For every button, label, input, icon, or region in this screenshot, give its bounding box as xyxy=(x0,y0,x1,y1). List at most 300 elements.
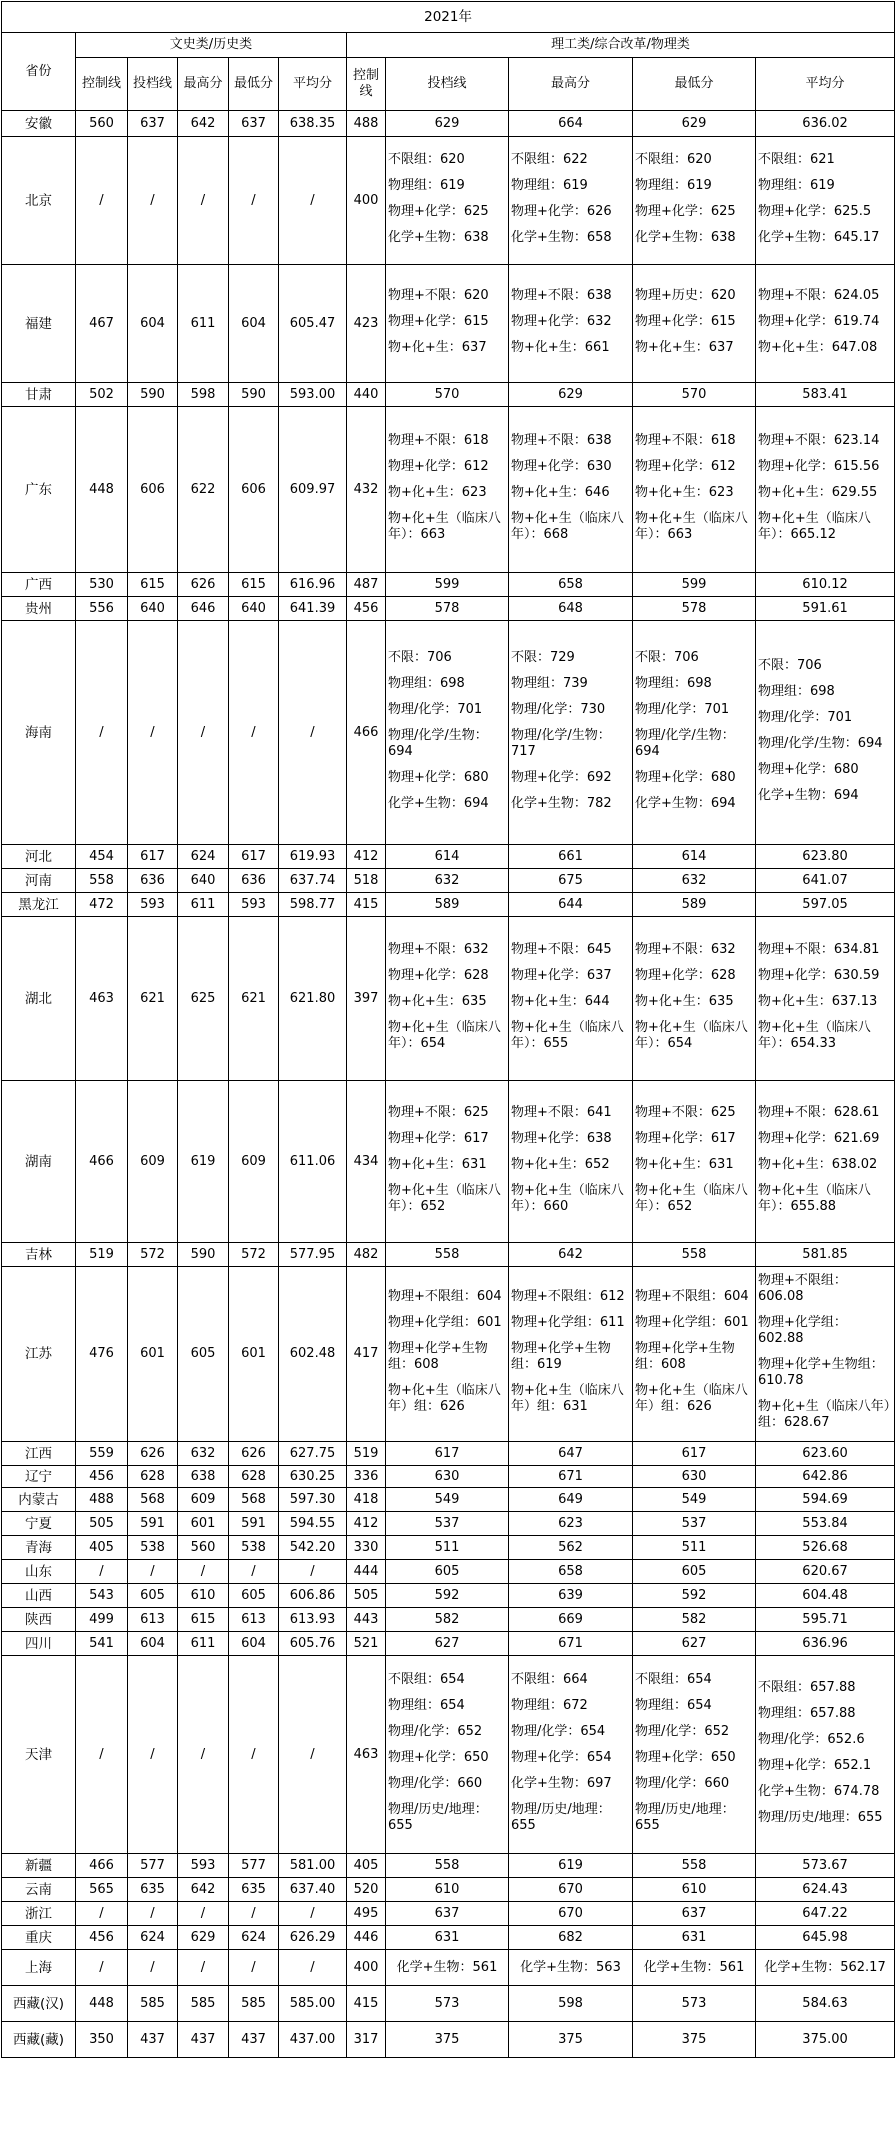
score-entry: 物理/化学/生物：717 xyxy=(511,727,611,759)
li-min-cell: 614 xyxy=(633,845,756,869)
wen-max-cell: 629 xyxy=(178,1926,229,1950)
li-avg-cell: 647.22 xyxy=(756,1902,895,1926)
wen-filing-line-cell: 591 xyxy=(128,1512,178,1536)
wen-control-line-cell: 519 xyxy=(76,1243,128,1267)
table-row xyxy=(2,1536,895,1560)
province-cell: 天津 xyxy=(2,1656,76,1854)
score-entry: 物理+化学：650 xyxy=(635,1749,736,1765)
wen-filing-line-cell: 635 xyxy=(128,1878,178,1902)
li-max-cell: 658 xyxy=(509,1560,633,1584)
li-filing-line-header: 投档线 xyxy=(386,58,509,111)
li-min-cell xyxy=(633,1081,756,1243)
score-entry: 物理+不限组：606.08 xyxy=(758,1273,847,1304)
li-filing-line-cell: 592 xyxy=(386,1584,509,1608)
li-filing-line-cell xyxy=(386,137,509,265)
wen-min-cell: 538 xyxy=(229,1536,279,1560)
table-row xyxy=(2,1632,895,1656)
li-filing-line-cell xyxy=(386,407,509,573)
score-entry: 不限组：620 xyxy=(635,151,712,167)
table-row xyxy=(2,1081,895,1243)
wen-avg-cell: 613.93 xyxy=(279,1608,347,1632)
score-entry: 物理+化学：628 xyxy=(388,967,489,983)
wen-min-cell: 605 xyxy=(229,1584,279,1608)
score-entry: 化学+生物：697 xyxy=(511,1775,612,1791)
score-entry: 物理+化学：615 xyxy=(635,313,736,329)
li-max-cell: 682 xyxy=(509,1926,633,1950)
li-filing-line-cell: 614 xyxy=(386,845,509,869)
wen-filing-line-cell: 626 xyxy=(128,1442,178,1466)
wen-max-cell: 642 xyxy=(178,1878,229,1902)
table-row xyxy=(2,621,895,845)
li-avg-cell: 642.86 xyxy=(756,1466,895,1488)
li-max-cell: 375 xyxy=(509,2022,633,2058)
score-entry: 物理+化学：617 xyxy=(388,1130,489,1146)
province-cell: 西藏(汉) xyxy=(2,1986,76,2022)
table-row xyxy=(2,573,895,597)
li-min-cell xyxy=(633,621,756,845)
li-control-line-cell: 487 xyxy=(347,573,386,597)
score-entry: 化学+生物：638 xyxy=(388,229,489,245)
wen-min-cell: 621 xyxy=(229,917,279,1081)
wen-filing-line-cell: 624 xyxy=(128,1926,178,1950)
score-entry: 不限：729 xyxy=(511,649,575,665)
li-filing-line-cell: 605 xyxy=(386,1560,509,1584)
li-min-cell: 570 xyxy=(633,383,756,407)
score-entry: 物理组：619 xyxy=(388,177,465,193)
score-entry: 物理/历史/地理：655 xyxy=(388,1801,488,1833)
wen-min-cell: 640 xyxy=(229,597,279,621)
score-entry: 物理+化学组：611 xyxy=(511,1315,625,1330)
score-entry: 物理+化学：621.69 xyxy=(758,1130,880,1146)
li-control-line-cell: 415 xyxy=(347,893,386,917)
li-max-cell: 649 xyxy=(509,1488,633,1512)
li-avg-cell: 604.48 xyxy=(756,1584,895,1608)
li-avg-cell xyxy=(756,407,895,573)
wen-max-cell: / xyxy=(178,1656,229,1854)
table-row xyxy=(2,407,895,573)
wen-min-cell: / xyxy=(229,1656,279,1854)
li-avg-cell xyxy=(756,621,895,845)
wen-max-cell: 640 xyxy=(178,869,229,893)
wen-max-cell: 601 xyxy=(178,1512,229,1536)
province-cell: 云南 xyxy=(2,1878,76,1902)
score-entry: 物+化+生（临床八年）：655 xyxy=(511,1019,624,1051)
wen-min-cell: 591 xyxy=(229,1512,279,1536)
wen-avg-cell: 609.97 xyxy=(279,407,347,573)
wen-avg-cell: 638.35 xyxy=(279,111,347,137)
score-entry: 物+化+生：623 xyxy=(635,484,734,500)
province-cell: 江苏 xyxy=(2,1267,76,1442)
score-entry: 物理+化学：637 xyxy=(511,967,612,983)
score-entry: 物理组：619 xyxy=(511,177,588,193)
wen-control-line-cell: 559 xyxy=(76,1442,128,1466)
wen-min-cell: 572 xyxy=(229,1243,279,1267)
score-entry: 物理/化学：654 xyxy=(511,1723,606,1739)
score-entry: 物理/化学：730 xyxy=(511,701,606,717)
wen-control-line-cell: / xyxy=(76,1560,128,1584)
li-avg-cell: 591.61 xyxy=(756,597,895,621)
wen-control-line-cell: 476 xyxy=(76,1267,128,1442)
li-control-line-cell: 400 xyxy=(347,1950,386,1986)
wen-avg-cell: 611.06 xyxy=(279,1081,347,1243)
province-cell: 吉林 xyxy=(2,1243,76,1267)
province-cell: 新疆 xyxy=(2,1854,76,1878)
li-filing-line-cell: 617 xyxy=(386,1442,509,1466)
wen-filing-line-cell: 585 xyxy=(128,1986,178,2022)
wen-max-cell: 610 xyxy=(178,1584,229,1608)
score-entry: 物+化+生：661 xyxy=(511,339,610,355)
li-avg-cell: 641.07 xyxy=(756,869,895,893)
table-row xyxy=(2,1926,895,1950)
li-control-line-cell: 417 xyxy=(347,1267,386,1442)
wen-control-line-cell: 448 xyxy=(76,407,128,573)
wen-max-cell: 646 xyxy=(178,597,229,621)
score-entry: 不限：706 xyxy=(388,649,452,665)
score-entry: 物理+化学：619.74 xyxy=(758,313,880,329)
wen-avg-cell: 621.80 xyxy=(279,917,347,1081)
wen-filing-line-cell: 577 xyxy=(128,1854,178,1878)
li-min-cell: 582 xyxy=(633,1608,756,1632)
li-filing-line-cell: 589 xyxy=(386,893,509,917)
li-max-cell xyxy=(509,1656,633,1854)
li-control-line-cell: 423 xyxy=(347,265,386,383)
wen-control-line-cell: 543 xyxy=(76,1584,128,1608)
score-entry: 物理+不限：618 xyxy=(635,432,736,448)
score-entry: 物理+化学：632 xyxy=(511,313,612,329)
li-min-cell: 632 xyxy=(633,869,756,893)
li-max-cell: 598 xyxy=(509,1986,633,2022)
score-entry: 物+化+生：637 xyxy=(635,339,734,355)
province-cell: 贵州 xyxy=(2,597,76,621)
wen-max-cell: 632 xyxy=(178,1442,229,1466)
score-entry: 物理+历史：620 xyxy=(635,287,736,303)
score-entry: 物理/化学：701 xyxy=(635,701,730,717)
li-max-cell xyxy=(509,621,633,845)
score-entry: 不限：706 xyxy=(635,649,699,665)
wen-filing-line-cell: / xyxy=(128,1950,178,1986)
table-row xyxy=(2,893,895,917)
li-filing-line-cell: 573 xyxy=(386,1986,509,2022)
li-filing-line-cell: 570 xyxy=(386,383,509,407)
li-avg-cell xyxy=(756,1656,895,1854)
wen-min-cell: 577 xyxy=(229,1854,279,1878)
li-control-line-cell: 330 xyxy=(347,1536,386,1560)
wen-max-cell: / xyxy=(178,621,229,845)
wen-control-line-cell: 405 xyxy=(76,1536,128,1560)
li-control-line-cell: 412 xyxy=(347,1512,386,1536)
li-control-line-cell: 434 xyxy=(347,1081,386,1243)
li-max-cell: 562 xyxy=(509,1536,633,1560)
li-max-cell: 648 xyxy=(509,597,633,621)
li-control-line-cell: 521 xyxy=(347,1632,386,1656)
score-entry: 物理+化学+生物组：608 xyxy=(635,1341,735,1372)
score-entry: 物+化+生：623 xyxy=(388,484,487,500)
score-entry: 化学+生物：694 xyxy=(758,787,859,803)
wen-control-line-cell: 448 xyxy=(76,1986,128,2022)
li-avg-header: 平均分 xyxy=(756,58,895,111)
li-max-cell: 619 xyxy=(509,1854,633,1878)
table-row xyxy=(2,1512,895,1536)
wen-control-line-cell: / xyxy=(76,1902,128,1926)
wen-filing-line-cell: 628 xyxy=(128,1466,178,1488)
wen-avg-cell: 630.25 xyxy=(279,1466,347,1488)
li-avg-cell xyxy=(756,137,895,265)
li-max-cell xyxy=(509,1267,633,1442)
li-control-line-cell: 519 xyxy=(347,1442,386,1466)
province-cell: 四川 xyxy=(2,1632,76,1656)
wen-control-line-cell: 456 xyxy=(76,1466,128,1488)
wen-filing-line-cell: / xyxy=(128,1656,178,1854)
province-cell: 青海 xyxy=(2,1536,76,1560)
wen-control-line-cell: 565 xyxy=(76,1878,128,1902)
table-row xyxy=(2,265,895,383)
li-max-cell: 658 xyxy=(509,573,633,597)
table-row xyxy=(2,917,895,1081)
li-min-cell xyxy=(633,1656,756,1854)
score-entry: 物+化+生：631 xyxy=(388,1156,487,1172)
wen-max-header: 最高分 xyxy=(178,58,229,111)
wen-control-line-cell: 472 xyxy=(76,893,128,917)
wen-filing-line-cell: / xyxy=(128,1560,178,1584)
li-max-cell: 664 xyxy=(509,111,633,137)
wen-avg-cell: 594.55 xyxy=(279,1512,347,1536)
score-entry: 化学+生物：694 xyxy=(388,795,489,811)
li-filing-line-cell xyxy=(386,265,509,383)
li-avg-cell: 573.67 xyxy=(756,1854,895,1878)
score-entry: 物+化+生（临床八年）：654 xyxy=(635,1019,748,1051)
score-entry: 不限组：664 xyxy=(511,1671,588,1687)
score-entry: 物理+不限：638 xyxy=(511,432,612,448)
score-entry: 物理/历史/地理：655 xyxy=(758,1809,883,1825)
wen-min-cell: 437 xyxy=(229,2022,279,2058)
wen-avg-cell: 606.86 xyxy=(279,1584,347,1608)
score-entry: 物+化+生（临床八年）：654 xyxy=(388,1019,501,1051)
wen-max-cell: 590 xyxy=(178,1243,229,1267)
province-cell: 内蒙古 xyxy=(2,1488,76,1512)
table-title: 2021年 xyxy=(2,2,895,33)
li-filing-line-cell xyxy=(386,1081,509,1243)
score-entry: 物+化+生：631 xyxy=(635,1156,734,1172)
li-max-cell: 669 xyxy=(509,1608,633,1632)
wen-control-line-cell: 502 xyxy=(76,383,128,407)
li-max-cell: 644 xyxy=(509,893,633,917)
li-min-cell: 589 xyxy=(633,893,756,917)
li-control-line-header: 控制线 xyxy=(347,58,386,111)
li-min-cell: 631 xyxy=(633,1926,756,1950)
score-entry: 物理组：739 xyxy=(511,675,588,691)
li-avg-cell: 594.69 xyxy=(756,1488,895,1512)
wen-max-cell: 593 xyxy=(178,1854,229,1878)
wen-filing-line-cell: 538 xyxy=(128,1536,178,1560)
li-avg-cell: 623.60 xyxy=(756,1442,895,1466)
table-row xyxy=(2,2022,895,2058)
score-entry: 物理+不限：634.81 xyxy=(758,941,880,957)
table-body xyxy=(2,111,895,2058)
score-entry: 不限组：621 xyxy=(758,151,835,167)
li-min-cell: 605 xyxy=(633,1560,756,1584)
wen-avg-cell: 605.76 xyxy=(279,1632,347,1656)
wen-avg-cell: 637.74 xyxy=(279,869,347,893)
wen-min-cell: 613 xyxy=(229,1608,279,1632)
li-control-line-cell: 443 xyxy=(347,1608,386,1632)
score-entry: 不限组：622 xyxy=(511,151,588,167)
table-row xyxy=(2,1902,895,1926)
li-avg-cell xyxy=(756,265,895,383)
wen-control-line-header: 控制线 xyxy=(76,58,128,111)
score-entry: 物理+化学：626 xyxy=(511,203,612,219)
li-control-line-cell: 518 xyxy=(347,869,386,893)
li-max-cell xyxy=(509,407,633,573)
wen-max-cell: 611 xyxy=(178,1632,229,1656)
table-row xyxy=(2,1854,895,1878)
wen-control-line-cell: / xyxy=(76,1656,128,1854)
wen-control-line-cell: 467 xyxy=(76,265,128,383)
score-entry: 物理+化学：615.56 xyxy=(758,458,880,474)
li-filing-line-cell: 629 xyxy=(386,111,509,137)
li-min-cell: 629 xyxy=(633,111,756,137)
li-filing-line-cell: 558 xyxy=(386,1243,509,1267)
li-control-line-cell: 440 xyxy=(347,383,386,407)
li-max-cell: 671 xyxy=(509,1466,633,1488)
score-entry: 物+化+生：637.13 xyxy=(758,993,878,1009)
score-entry: 物理+不限：632 xyxy=(388,941,489,957)
score-entry: 物理+化学：612 xyxy=(388,458,489,474)
li-min-cell: 627 xyxy=(633,1632,756,1656)
score-entry: 物理组：698 xyxy=(635,675,712,691)
wen-max-cell: 585 xyxy=(178,1986,229,2022)
score-entry: 物理+不限组：604 xyxy=(388,1289,502,1304)
wen-filing-line-cell: 604 xyxy=(128,265,178,383)
score-entry: 物理组：619 xyxy=(635,177,712,193)
score-entry: 物+化+生（临床八年）：652 xyxy=(635,1182,748,1214)
li-avg-cell: 636.02 xyxy=(756,111,895,137)
score-entry: 物+化+生：629.55 xyxy=(758,484,878,500)
wen-filing-line-header: 投档线 xyxy=(128,58,178,111)
table-row xyxy=(2,1950,895,1986)
li-filing-line-cell xyxy=(386,1656,509,1854)
wen-filing-line-cell: 606 xyxy=(128,407,178,573)
score-entry: 化学+生物：694 xyxy=(635,795,736,811)
score-entry: 物+化+生：652 xyxy=(511,1156,610,1172)
li-control-line-cell: 463 xyxy=(347,1656,386,1854)
score-entry: 物理组：654 xyxy=(388,1697,465,1713)
wen-max-cell: 615 xyxy=(178,1608,229,1632)
li-min-cell: 537 xyxy=(633,1512,756,1536)
province-cell: 湖北 xyxy=(2,917,76,1081)
li-filing-line-cell: 630 xyxy=(386,1466,509,1488)
wen-min-cell: 604 xyxy=(229,265,279,383)
wen-max-cell: 437 xyxy=(178,2022,229,2058)
score-entry: 化学+生物：645.17 xyxy=(758,229,880,245)
score-entry: 化学+生物：658 xyxy=(511,229,612,245)
wen-avg-cell: 602.48 xyxy=(279,1267,347,1442)
li-min-cell: 630 xyxy=(633,1466,756,1488)
li-control-line-cell: 432 xyxy=(347,407,386,573)
li-max-cell: 661 xyxy=(509,845,633,869)
wen-max-cell: 609 xyxy=(178,1488,229,1512)
province-cell: 湖南 xyxy=(2,1081,76,1243)
wen-avg-cell: 577.95 xyxy=(279,1243,347,1267)
li-avg-cell: 624.43 xyxy=(756,1878,895,1902)
wen-filing-line-cell: 605 xyxy=(128,1584,178,1608)
wen-avg-cell: 437.00 xyxy=(279,2022,347,2058)
province-cell: 上海 xyxy=(2,1950,76,1986)
li-control-line-cell: 456 xyxy=(347,597,386,621)
score-entry: 物理+不限：624.05 xyxy=(758,287,880,303)
wen-max-cell: 624 xyxy=(178,845,229,869)
wen-min-cell: 593 xyxy=(229,893,279,917)
li-min-cell: 578 xyxy=(633,597,756,621)
score-entry: 物理/历史/地理：655 xyxy=(511,1801,611,1833)
wen-control-line-cell: 350 xyxy=(76,2022,128,2058)
li-min-cell: 610 xyxy=(633,1878,756,1902)
table-row xyxy=(2,383,895,407)
li-filing-line-cell: 化学+生物：561 xyxy=(386,1950,509,1986)
score-entry: 物+化+生（临床八年）组：626 xyxy=(635,1383,748,1414)
score-entry: 物+化+生（临床八年）组：628.67 xyxy=(758,1399,891,1430)
table-row xyxy=(2,869,895,893)
score-entry: 物理组：698 xyxy=(758,683,835,699)
wen-filing-line-cell: / xyxy=(128,1902,178,1926)
wen-max-cell: 598 xyxy=(178,383,229,407)
wen-min-cell: 604 xyxy=(229,1632,279,1656)
score-entry: 物理组：698 xyxy=(388,675,465,691)
wen-filing-line-cell: 572 xyxy=(128,1243,178,1267)
score-entry: 化学+生物：782 xyxy=(511,795,612,811)
wen-min-header: 最低分 xyxy=(229,58,279,111)
li-control-line-cell: 482 xyxy=(347,1243,386,1267)
score-entry: 物理/化学：701 xyxy=(388,701,483,717)
li-avg-cell: 610.12 xyxy=(756,573,895,597)
li-min-cell: 511 xyxy=(633,1536,756,1560)
wen-control-line-cell: 488 xyxy=(76,1488,128,1512)
li-control-line-cell: 400 xyxy=(347,137,386,265)
li-control-line-cell: 412 xyxy=(347,845,386,869)
province-cell: 安徽 xyxy=(2,111,76,137)
score-entry: 物理+化学：625 xyxy=(388,203,489,219)
score-entry: 不限组：657.88 xyxy=(758,1679,856,1695)
wen-min-cell: 606 xyxy=(229,407,279,573)
li-filing-line-cell xyxy=(386,917,509,1081)
score-entry: 物理+化学：625 xyxy=(635,203,736,219)
li-avg-cell: 636.96 xyxy=(756,1632,895,1656)
score-entry: 物+化+生：635 xyxy=(388,993,487,1009)
wen-filing-line-cell: 637 xyxy=(128,111,178,137)
province-cell: 甘肃 xyxy=(2,383,76,407)
table-row xyxy=(2,1488,895,1512)
wen-min-cell: 617 xyxy=(229,845,279,869)
wen-min-cell: / xyxy=(229,1950,279,1986)
province-cell: 广东 xyxy=(2,407,76,573)
li-min-cell xyxy=(633,407,756,573)
wen-filing-line-cell: 568 xyxy=(128,1488,178,1512)
wen-control-line-cell: 556 xyxy=(76,597,128,621)
wen-min-cell: 615 xyxy=(229,573,279,597)
wen-filing-line-cell: 615 xyxy=(128,573,178,597)
wen-control-line-cell: 456 xyxy=(76,1926,128,1950)
province-cell: 山东 xyxy=(2,1560,76,1584)
wen-max-cell: 625 xyxy=(178,917,229,1081)
li-max-cell: 629 xyxy=(509,383,633,407)
wen-max-cell: / xyxy=(178,137,229,265)
province-cell: 重庆 xyxy=(2,1926,76,1950)
li-avg-cell xyxy=(756,917,895,1081)
score-table-container xyxy=(1,1,894,2058)
province-cell: 宁夏 xyxy=(2,1512,76,1536)
wen-filing-line-cell: 601 xyxy=(128,1267,178,1442)
wen-avg-cell: 637.40 xyxy=(279,1878,347,1902)
score-entry: 物理/化学：660 xyxy=(635,1775,730,1791)
